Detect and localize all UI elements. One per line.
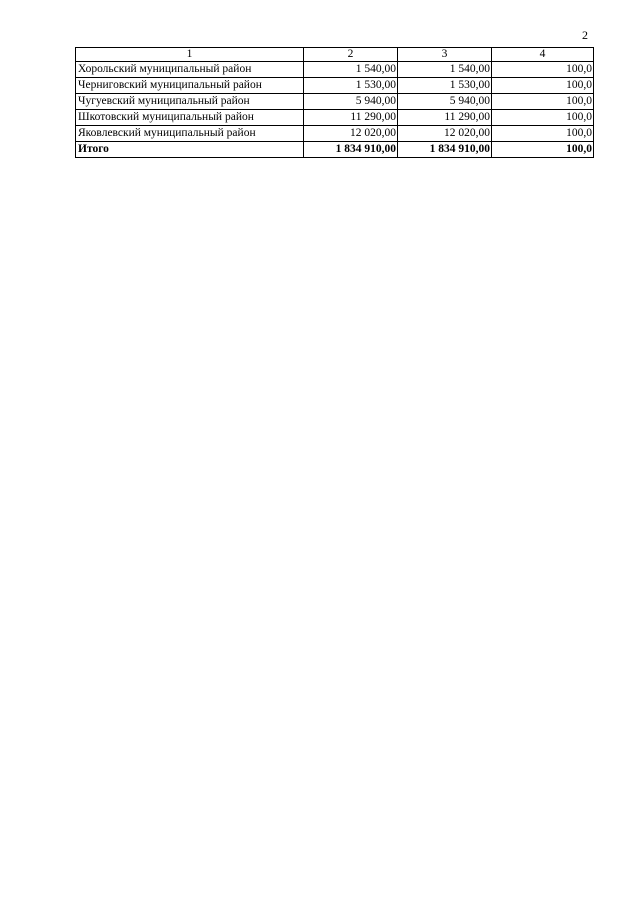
value-col3: 1 540,00 [398, 62, 492, 78]
value-col4: 100,0 [492, 94, 594, 110]
value-col4: 100,0 [492, 126, 594, 142]
value-col3: 12 020,00 [398, 126, 492, 142]
value-col2: 11 290,00 [304, 110, 398, 126]
total-col4: 100,0 [492, 142, 594, 158]
value-col2: 1 530,00 [304, 78, 398, 94]
total-row [76, 142, 594, 158]
value-col2: 5 940,00 [304, 94, 398, 110]
total-col2: 1 834 910,00 [304, 142, 398, 158]
value-col2: 1 540,00 [304, 62, 398, 78]
table-row [76, 110, 594, 126]
value-col2: 12 020,00 [304, 126, 398, 142]
district-name: Хорольский муниципальный район [76, 62, 304, 78]
district-name: Яковлевский муниципальный район [76, 126, 304, 142]
value-col3: 1 530,00 [398, 78, 492, 94]
value-col4: 100,0 [492, 62, 594, 78]
district-name: Шкотовский муниципальный район [76, 110, 304, 126]
total-label: Итого [76, 142, 304, 158]
district-name: Черниговский муниципальный район [76, 78, 304, 94]
value-col3: 11 290,00 [398, 110, 492, 126]
table-row [76, 94, 594, 110]
value-col4: 100,0 [492, 78, 594, 94]
header-cell-3: 3 [398, 48, 492, 62]
table-header-row [76, 48, 594, 62]
district-name: Чугуевский муниципальный район [76, 94, 304, 110]
total-col3: 1 834 910,00 [398, 142, 492, 158]
table-row [76, 62, 594, 78]
data-table [75, 47, 594, 158]
value-col3: 5 940,00 [398, 94, 492, 110]
header-cell-1: 1 [76, 48, 304, 62]
page-number: 2 [582, 28, 588, 42]
value-col4: 100,0 [492, 110, 594, 126]
header-cell-2: 2 [304, 48, 398, 62]
table-row [76, 78, 594, 94]
header-cell-4: 4 [492, 48, 594, 62]
table-row [76, 126, 594, 142]
